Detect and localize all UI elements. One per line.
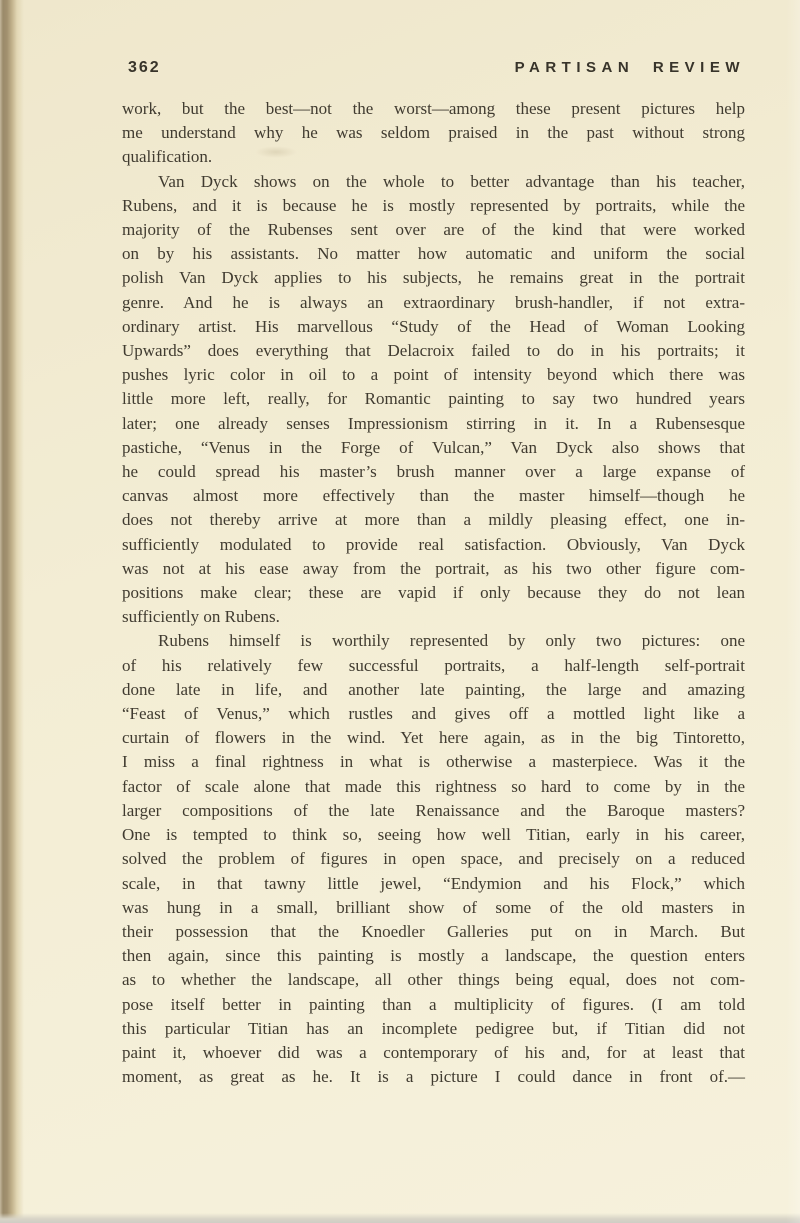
text-line: Van Dyck shows on the whole to better advantage than his teacher, [158, 171, 745, 191]
text-line: paint it, whoever did was a contemporary of his and, for at least that [122, 1042, 745, 1062]
text-line: genre. And he is always an extraordinary brush-handler, if not extra- [122, 292, 745, 312]
journal-title: PARTISAN REVIEW [514, 59, 745, 76]
text-line: does not thereby arrive at more than a mildly pleasing effect, one in- [122, 510, 745, 530]
text-line: on by his assistants. No matter how automatic and uniform the social [122, 244, 745, 264]
text-line: positions make clear; these are vapid if only because they do not lean [122, 583, 745, 603]
text-line: sufficiently on Rubens. [122, 607, 280, 627]
text-line: canvas almost more effectively than the master himself—though he [122, 486, 745, 506]
body-text [122, 97, 745, 1089]
text-line: then again, since this painting is mostly a landscape, the question enters [122, 946, 745, 966]
text-line: pastiche, “Venus in the Forge of Vulcan,” Van Dyck also shows that [122, 437, 745, 457]
text-line: was not at his ease away from the portrait, as his two other figure com- [122, 558, 745, 578]
page-bottom-edge [0, 1213, 800, 1223]
text-line: pose itself better in painting than a multiplicity of figures. (I am told [122, 994, 745, 1014]
text-line: as to whether the landscape, all other things being equal, does not com- [122, 970, 745, 990]
text-line: later; one already senses Impressionism stirring in it. In a Rubensesque [122, 413, 745, 433]
text-line: factor of scale alone that made this rightness so hard to come by in the [122, 776, 745, 796]
text-line: majority of the Rubenses sent over are of the kind that were worked [122, 220, 745, 240]
page-number: 362 [128, 59, 161, 76]
text-line: little more left, really, for Romantic painting to say two hundred years [122, 389, 745, 409]
text-line: solved the problem of figures in open space, and precisely on a reduced [122, 849, 745, 869]
text-line: their possession that the Knoedler Galleries put on in March. But [122, 921, 745, 941]
text-line: polish Van Dyck applies to his subjects, he remains great in the portrait [122, 268, 745, 288]
text-line: “Feast of Venus,” which rustles and gives off a mottled light like a [122, 704, 745, 724]
text-line: sufficiently modulated to provide real satisfaction. Obviously, Van Dyck [122, 534, 745, 554]
text-line: he could spread his master’s brush manner over a large expanse of [122, 462, 745, 482]
text-line: pushes lyric color in oil to a point of intensity beyond which there was [122, 365, 745, 385]
text-line: I miss a final rightness in what is otherwise a masterpiece. Was it the [122, 752, 745, 772]
text-line: this particular Titian has an incomplete pedigree but, if Titian did not [122, 1018, 745, 1038]
text-line: One is tempted to think so, seeing how well Titian, early in his career, [122, 825, 745, 845]
text-line: Rubens himself is worthily represented by only two pictures: one [158, 631, 745, 651]
text-line: scale, in that tawny little jewel, “Endymion and his Flock,” which [122, 873, 745, 893]
text-line: of his relatively few successful portraits, a half-length self-portrait [122, 655, 745, 675]
page-right-edge [786, 0, 800, 1223]
text-line: moment, as great as he. It is a picture I could dance in front of.— [122, 1067, 745, 1087]
text-line: Rubens, and it is because he is mostly represented by portraits, while the [122, 195, 745, 215]
book-binding-shadow [0, 0, 24, 1223]
page-header [128, 59, 745, 77]
text-line: larger compositions of the late Renaissance and the Baroque masters? [122, 800, 745, 820]
text-line: ordinary artist. His marvellous “Study of the Head of Woman Looking [122, 316, 745, 336]
text-line: qualification. [122, 147, 213, 167]
text-line: Upwards” does everything that Delacroix failed to do in his portraits; it [122, 341, 745, 361]
text-line: was hung in a small, brilliant show of some of the old masters in [122, 897, 745, 917]
text-line: done late in life, and another late painting, the large and amazing [122, 679, 745, 699]
text-line: curtain of flowers in the wind. Yet here again, as in the big Tintoretto, [122, 728, 745, 748]
text-line: me understand why he was seldom praised in the past without strong [122, 123, 745, 143]
text-line: work, but the best—not the worst—among these present pictures help [122, 99, 745, 118]
